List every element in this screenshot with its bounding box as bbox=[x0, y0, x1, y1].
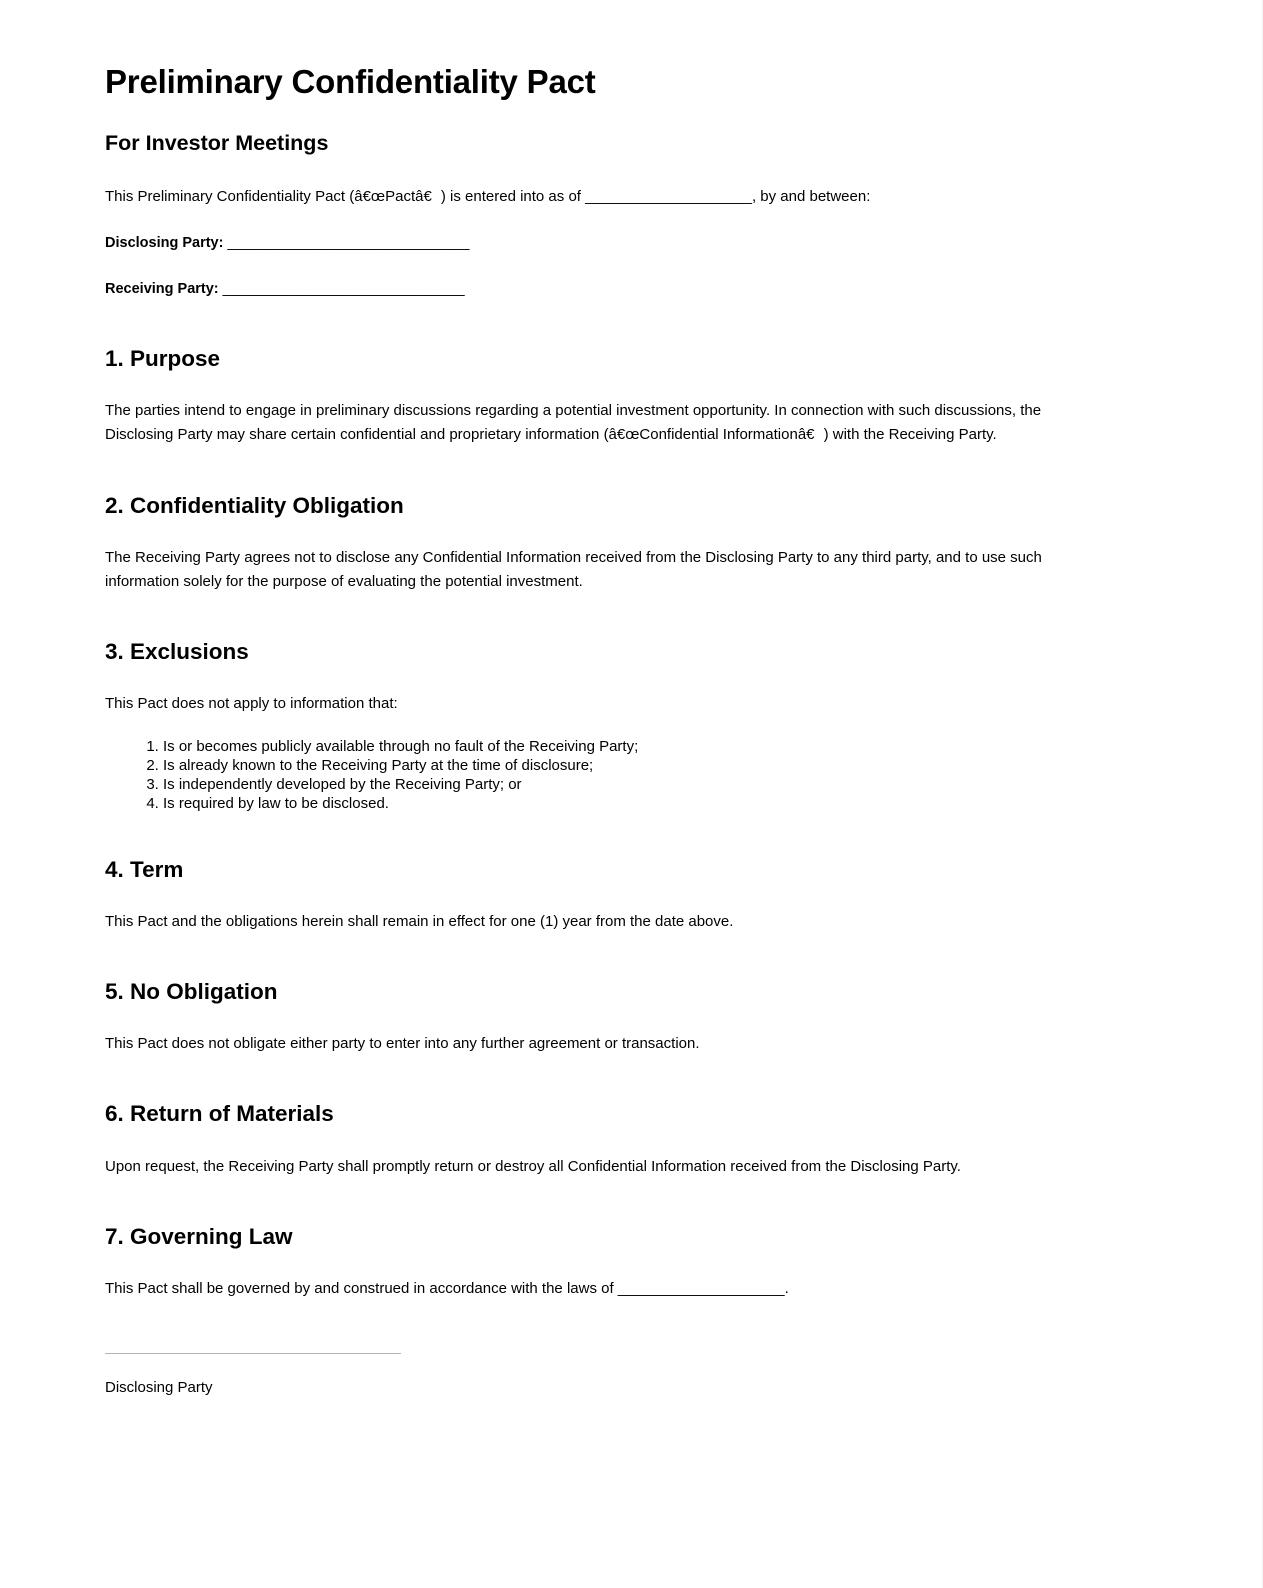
list-item: 4. Is required by law to be disclosed. bbox=[163, 794, 1113, 813]
page-title: Preliminary Confidentiality Pact bbox=[105, 63, 596, 100]
section-heading-exclusions: 3. Exclusions bbox=[105, 639, 249, 665]
section-heading-governing-law: 7. Governing Law bbox=[105, 1223, 293, 1249]
receiving-party-field bbox=[105, 279, 1113, 301]
list-item: 3. Is independently developed by the Receiving Party; or bbox=[163, 775, 1113, 794]
section-body-no-obligation: This Pact does not obligate either party to enter into any further agreement or transaction. bbox=[105, 1035, 700, 1053]
section-body-exclusions: This Pact does not apply to information that: bbox=[105, 695, 398, 713]
disclosing-party-field bbox=[105, 233, 1113, 255]
section-body-term: This Pact and the obligations herein shall remain in effect for one (1) year from the date above. bbox=[105, 912, 734, 930]
receiving-party-label: Receiving Party: bbox=[105, 281, 219, 298]
section-heading-no-obligation: 5. No Obligation bbox=[105, 978, 278, 1004]
intro-paragraph: This Preliminary Confidentiality Pact (â€œPactâ€) is entered into as of ____________________, by and between: bbox=[105, 188, 871, 206]
disclosing-party-blank[interactable]: ______________________________ bbox=[223, 235, 470, 252]
section-body-confidentiality-obligation: The Receiving Party agrees not to disclose any Confidential Information received from the Disclosing Party to any third party, and to use such information solely for the purpose of evaluating the potential investment. bbox=[105, 548, 1042, 591]
disclosing-party-label: Disclosing Party: bbox=[105, 235, 224, 252]
section-heading-purpose: 1. Purpose bbox=[105, 345, 221, 371]
list-item: 1. Is or becomes publicly available through no fault of the Receiving Party; bbox=[163, 737, 1113, 756]
signature-caption: Disclosing Party bbox=[105, 1379, 213, 1397]
section-body-governing-law: This Pact shall be governed by and construed in accordance with the laws of ____________________. bbox=[105, 1279, 789, 1297]
section-body-return-of-materials: Upon request, the Receiving Party shall promptly return or destroy all Confidential Information received from the Disclosing Party. bbox=[105, 1157, 961, 1175]
exclusions-list bbox=[105, 737, 1113, 814]
section-body-purpose: The parties intend to engage in preliminary discussions regarding a potential investment opportunity. In connection with such discussions, the Disclosing Party may share certain confidential and proprietary information (â€œConfidential Informationâ€) with the Receiving Party. bbox=[105, 402, 1042, 444]
list-item: 2. Is already known to the Receiving Party at the time of disclosure; bbox=[163, 756, 1113, 775]
signature-line[interactable] bbox=[105, 1353, 401, 1354]
section-heading-return-of-materials: 6. Return of Materials bbox=[105, 1101, 334, 1127]
section-heading-term: 4. Term bbox=[105, 856, 184, 882]
receiving-party-blank[interactable]: ______________________________ bbox=[218, 281, 465, 298]
section-heading-confidentiality-obligation: 2. Confidentiality Obligation bbox=[105, 492, 404, 518]
signature-block bbox=[105, 1353, 1113, 1400]
page-subtitle: For Investor Meetings bbox=[105, 131, 329, 156]
